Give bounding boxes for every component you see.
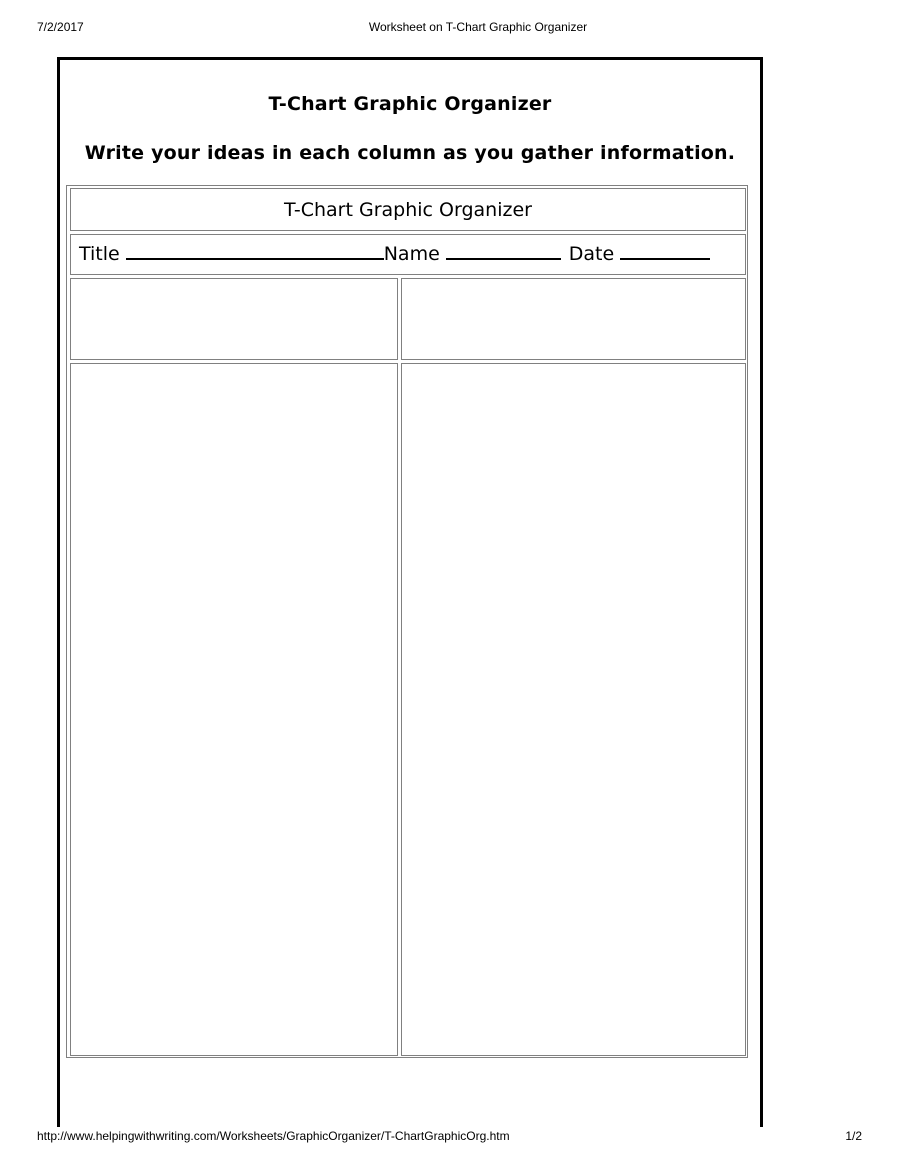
info-row-cell — [70, 234, 746, 275]
print-footer — [0, 1129, 900, 1145]
date-blank-line[interactable] — [620, 242, 710, 260]
right-column-body-cell[interactable] — [401, 363, 746, 1056]
print-date: 7/2/2017 — [37, 20, 84, 34]
worksheet-title: T-Chart Graphic Organizer — [268, 93, 552, 115]
worksheet-instructions: Write your ideas in each column as you gather information. — [84, 142, 736, 164]
name-label: Name — [383, 243, 440, 265]
t-chart-header: T-Chart Graphic Organizer — [70, 188, 746, 231]
print-page-number: 1/2 — [845, 1129, 862, 1143]
title-blank-line[interactable] — [126, 242, 384, 260]
date-label: Date — [568, 243, 615, 265]
t-chart-table — [66, 185, 748, 1058]
info-row — [79, 242, 710, 265]
print-url: http://www.helpingwithwriting.com/Worksheets/GraphicOrganizer/T-ChartGraphicOrg.htm — [37, 1129, 510, 1143]
print-header — [0, 20, 900, 36]
title-label: Title — [79, 243, 120, 265]
left-column-heading-cell[interactable] — [70, 278, 398, 360]
left-column-body-cell[interactable] — [70, 363, 398, 1056]
right-column-heading-cell[interactable] — [401, 278, 746, 360]
name-blank-line[interactable] — [446, 242, 561, 260]
print-page-title: Worksheet on T-Chart Graphic Organizer — [368, 20, 588, 34]
